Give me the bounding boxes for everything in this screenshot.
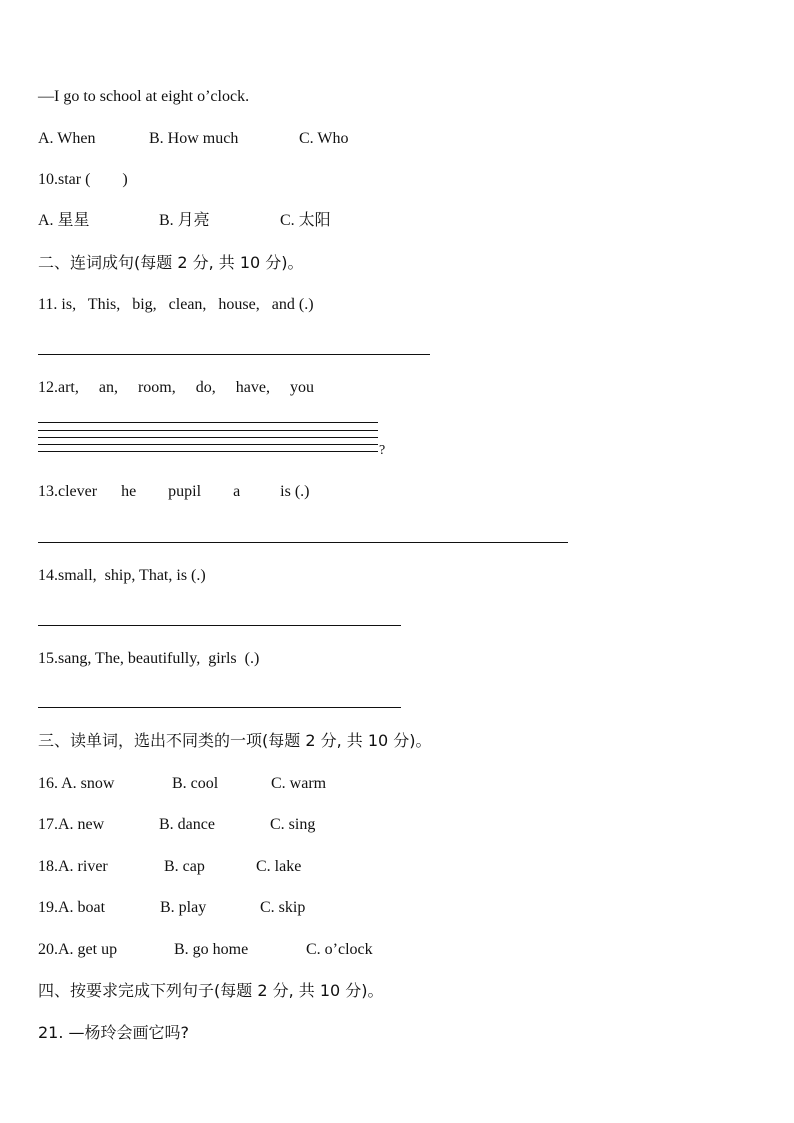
q18-option-c: C. lake [256,858,302,875]
q12-question-mark: ? [379,443,386,458]
q17-option-a: 17.A. new [38,816,105,833]
q18-option-b: B. cap [164,858,205,875]
q11-words: 11. is, This, big, clean, house, and (.) [38,296,314,313]
q13-answer-rule [38,542,568,543]
q20-options [38,940,373,960]
q9-options [38,129,348,149]
q12-answer-rule-1 [38,422,378,423]
q10-option-b: B. 月亮 [159,212,210,229]
section-3-heading: 三、读单词，选出不同类的一项(每题 2 分, 共 10 分)。 [38,731,432,750]
q19-option-a: 19.A. boat [38,899,106,916]
q12-words: 12.art, an, room, do, have, you [38,379,314,396]
q20-option-b: B. go home [174,941,249,958]
q14-answer-rule [38,625,401,626]
q19-options [38,898,305,918]
q10-option-a: A. 星星 [38,212,90,229]
q10-option-c: C. 太阳 [280,212,331,229]
q15-words: 15.sang, The, beautifully, girls (.) [38,650,260,667]
q12-answer-rule-4 [38,444,378,445]
q12-answer-rule-2 [38,430,378,431]
q21-prompt: 21. —杨玲会画它吗? [38,1023,190,1042]
q16-option-c: C. warm [271,775,327,792]
q10-options [38,211,331,231]
q20-option-c: C. o’clock [306,941,373,958]
q16-option-a: 16. A. snow [38,775,115,792]
q13-words: 13.clever he pupil a is (.) [38,483,310,500]
q12-answer-rule-5 [38,451,378,452]
q9-answer-line: —I go to school at eight o’clock. [38,88,250,105]
q18-options [38,857,301,877]
q19-option-b: B. play [160,899,207,916]
q9-option-a: A. When [38,130,96,147]
q17-option-b: B. dance [159,816,215,833]
q17-options [38,815,315,835]
q17-option-c: C. sing [270,816,316,833]
q16-options [38,774,326,794]
q9-option-c: C. Who [299,130,349,147]
q14-words: 14.small, ship, That, is (.) [38,567,206,584]
q16-option-b: B. cool [172,775,219,792]
section-4-heading: 四、按要求完成下列句子(每题 2 分, 共 10 分)。 [38,981,384,1000]
q10-prompt: 10.star ( ) [38,171,128,188]
q20-option-a: 20.A. get up [38,941,118,958]
q9-option-b: B. How much [149,130,239,147]
section-2-heading: 二、连词成句(每题 2 分, 共 10 分)。 [38,253,304,272]
q11-answer-rule [38,354,430,355]
q19-option-c: C. skip [260,899,306,916]
q12-answer-rule-3 [38,437,378,438]
q18-option-a: 18.A. river [38,858,108,875]
q15-answer-rule [38,707,401,708]
